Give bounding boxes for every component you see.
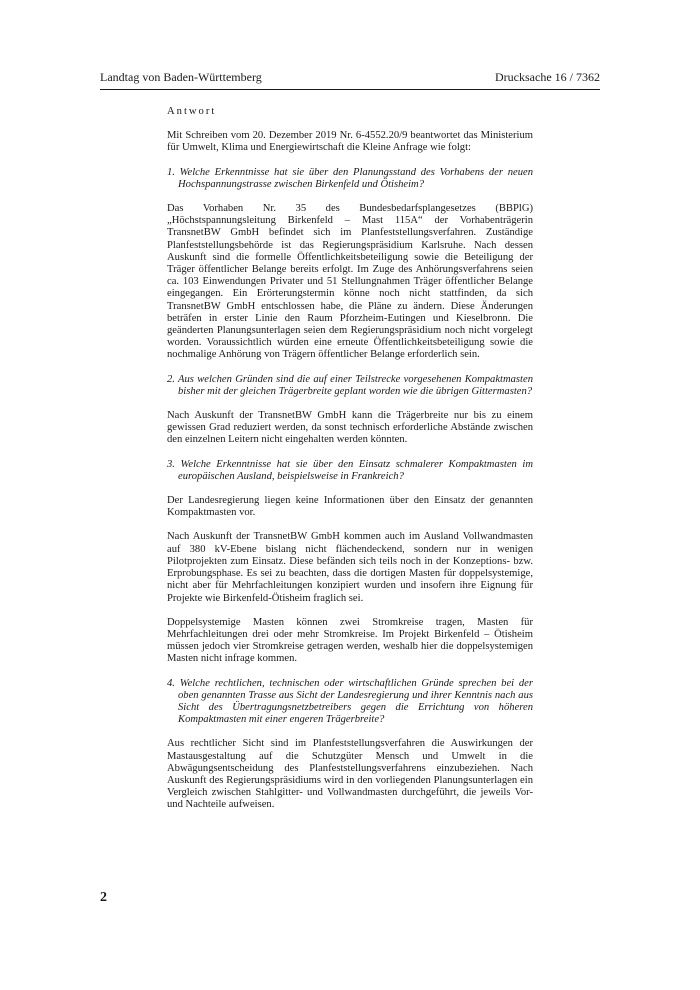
answer-3-part-1: Der Landesregierung liegen keine Informationen über den Einsatz der genannten Kompaktmasten vor.	[167, 495, 533, 519]
question-2: 2. Aus welchen Gründen sind die auf einer Teilstrecke vorgesehenen Kompaktmasten bisher mit der gleichen Trägerbreite geplant worden wie die übrigen Gittermasten?	[167, 373, 533, 397]
header-document-number: Drucksache 16 / 7362	[495, 70, 600, 84]
answer-3-part-3: Doppelsystemige Masten können zwei Stromkreise tragen, Masten für Mehrfachleitungen drei oder mehr Stromkreise. Im Projekt Birkenfeld – Ötisheim müssen jedoch vier Stromkreise getragen werden, weshalb hier die doppelsystemigen Masten nicht infrage kommen.	[167, 616, 533, 665]
header-divider	[100, 89, 600, 90]
answer-4: Aus rechtlicher Sicht sind im Planfeststellungsverfahren die Auswirkungen der Mastausgestaltung auf die Schutzgüter Mensch und Umwelt in die Abwägungsentscheidung des Planfeststellungsverfahrens einzubeziehen. Nach Auskunft des Regierungspräsidiums wird in den vorliegenden Planungsunterlagen ein Vergleich zwischen Stahlgitter- und Vollwandmasten durchgeführt, die jeweils Vor- und Nachteile aufweisen.	[167, 738, 533, 811]
header-parliament-name: Landtag von Baden-Württemberg	[100, 70, 262, 84]
page-header	[100, 70, 600, 84]
question-3: 3. Welche Erkenntnisse hat sie über den Einsatz schmalerer Kompaktmasten im europäischen Ausland, beispielsweise in Frankreich?	[167, 458, 533, 482]
page-number: 2	[100, 890, 107, 905]
answer-1: Das Vorhaben Nr. 35 des Bundesbedarfsplangesetzes (BBPlG) „Höchstspannungsleitung Birkenfeld – Mast 115A“ der Vorhabenträgerin TransnetBW GmbH befindet sich im Planfeststellungsverfahren. Zuständige Planfeststellungsbehörde ist das Regierungspräsidium Karlsruhe. Nach dessen Auskunft sind die formelle Öffentlichkeitsbeteiligung sowie die Beteiligung der Träger öffentlicher Belange bereits erfolgt. Im Zuge des Anhörungsverfahrens seien ca. 103 Einwendungen Privater und 51 Stellungnahmen Träger öffentlicher Belange eingegangen. Ein Erörterungstermin könne noch nicht stattfinden, da sich TransnetBW GmbH entschlossen habe, die Pläne zu ändern. Diese Änderungen beträfen in erster Linie den Raum Pforzheim-Eutingen und Kieselbronn. Die geänderten Planungsunterlagen seien dem Regierungspräsidium noch nicht vorgelegt worden. Voraussichtlich würden eine erneute Öffentlichkeitsbeteiligung sowie die nochmalige Anhörung von Trägern öffentlicher Belange erforderlich sein.	[167, 203, 533, 361]
document-body	[167, 106, 533, 824]
question-1: 1. Welche Erkenntnisse hat sie über den Planungsstand des Vorhabens der neuen Hochspannungstrasse zwischen Birkenfeld und Ötisheim?	[167, 166, 533, 190]
answer-3-part-2: Nach Auskunft der TransnetBW GmbH kommen auch im Ausland Vollwandmasten auf 380 kV-Ebene bislang nicht flächendeckend, sondern nur in wenigen Pilotprojekten zum Einsatz. Diese befänden sich teils noch in der Konzeptions- bzw. Erprobungsphase. Es sei zu beachten, dass die dortigen Masten für doppelsystemige, nicht aber für Mehrfachleitungen konzipiert wurden und insofern ihre Eignung für Projekte wie Birkenfeld-Ötisheim fraglich sei.	[167, 531, 533, 604]
question-4: 4. Welche rechtlichen, technischen oder wirtschaftlichen Gründe sprechen bei der oben genannten Trasse aus Sicht der Landesregierung und ihrer Kenntnis nach aus Sicht des Übertragungsnetzbetreibers gegen die Errichtung von höheren Kompaktmasten mit einer engeren Trägerbreite?	[167, 677, 533, 726]
intro-paragraph: Mit Schreiben vom 20. Dezember 2019 Nr. 6-4552.20/9 beantwortet das Ministerium für Umwelt, Klima und Energiewirtschaft die Kleine Anfrage wie folgt:	[167, 130, 533, 154]
section-heading: Antwort	[167, 106, 217, 117]
answer-2: Nach Auskunft der TransnetBW GmbH kann die Trägerbreite nur bis zu einem gewissen Grad reduziert werden, da sonst technisch erforderliche Abstände zwischen den einzelnen Leitern nicht eingehalten werden könnten.	[167, 410, 533, 446]
